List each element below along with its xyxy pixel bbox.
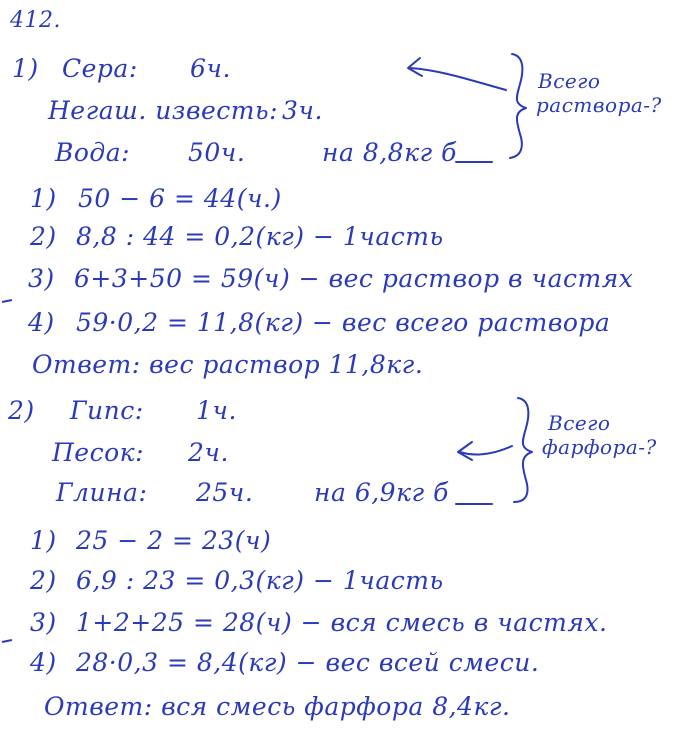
part2-brace-label-1: Всего — [548, 411, 611, 435]
part2-step-number-1: 1) — [30, 526, 57, 555]
part1-arrow-head — [408, 58, 422, 76]
part2-step-number-3: 3) — [30, 608, 57, 637]
part1-given-label-1: Сера: — [62, 54, 138, 83]
part2-given-value-3: 25ч. — [196, 478, 254, 507]
part1-step-text-4: 59·0,2 = 11,8(кг) − вес всего раствора — [76, 308, 611, 337]
problem-number: 412. — [10, 8, 61, 33]
part1-given-value-2: 3ч. — [282, 96, 323, 125]
part2-step-text-3: 1+2+25 = 28(ч) − вся смесь в частях. — [76, 608, 608, 637]
part2-brace-label-2: фарфора-? — [542, 435, 657, 459]
part1-brace-label-2: раствора-? — [536, 93, 662, 117]
part1-brace-label-1: Всего — [538, 69, 601, 93]
part2-answer: Ответ: вся смесь фарфора 8,4кг. — [44, 692, 511, 721]
margin-tick-mark — [2, 639, 12, 643]
part1-step-number-4: 4) — [28, 308, 55, 337]
part2-step-text-1: 25 − 2 = 23(ч) — [76, 526, 272, 555]
part2-given-label-3: Глина: — [56, 478, 148, 507]
part1-arrow — [410, 68, 506, 90]
part1-given-value-1: 6ч. — [190, 54, 231, 83]
part1-step-number-2: 2) — [30, 222, 57, 251]
part1-given-label-2: Негаш. известь: — [48, 96, 279, 125]
part1-brace — [510, 54, 526, 158]
part2-step-number-4: 4) — [30, 648, 57, 677]
part2-step-text-2: 6,9 : 23 = 0,3(кг) − 1часть — [76, 566, 444, 595]
part1-step-text-3: 6+3+50 = 59(ч) − вес раствор в частях — [74, 264, 634, 293]
part1-given-value-3: 50ч. — [188, 138, 246, 167]
part2-given-label-2: Песок: — [52, 438, 145, 467]
part2-given-value-1: 1ч. — [196, 396, 237, 425]
part1-answer: Ответ: вес раствор 11,8кг. — [32, 350, 424, 379]
part1-given-label-3: Вода: — [55, 138, 131, 167]
part1-step-text-1: 50 − 6 = 44(ч.) — [78, 184, 282, 213]
part1-step-number-1: 1) — [30, 184, 57, 213]
part2-step-number-2: 2) — [30, 566, 57, 595]
part1-index: 1) — [12, 54, 39, 83]
part1-step-number-3: 3) — [28, 264, 55, 293]
part2-arrow — [460, 446, 512, 454]
part2-given-note: на 6,9кг б — [314, 478, 449, 507]
part2-arrow-head — [458, 442, 472, 460]
part2-brace — [514, 398, 532, 502]
part2-given-label-1: Гипс: — [70, 396, 144, 425]
part2-given-value-2: 2ч. — [188, 438, 229, 467]
part1-step-text-2: 8,8 : 44 = 0,2(кг) − 1часть — [76, 222, 444, 251]
margin-tick-mark — [2, 299, 12, 303]
part2-step-text-4: 28·0,3 = 8,4(кг) − вес всей смеси. — [76, 648, 540, 677]
part1-given-note: на 8,8кг б — [322, 138, 457, 167]
part2-index: 2) — [8, 396, 35, 425]
